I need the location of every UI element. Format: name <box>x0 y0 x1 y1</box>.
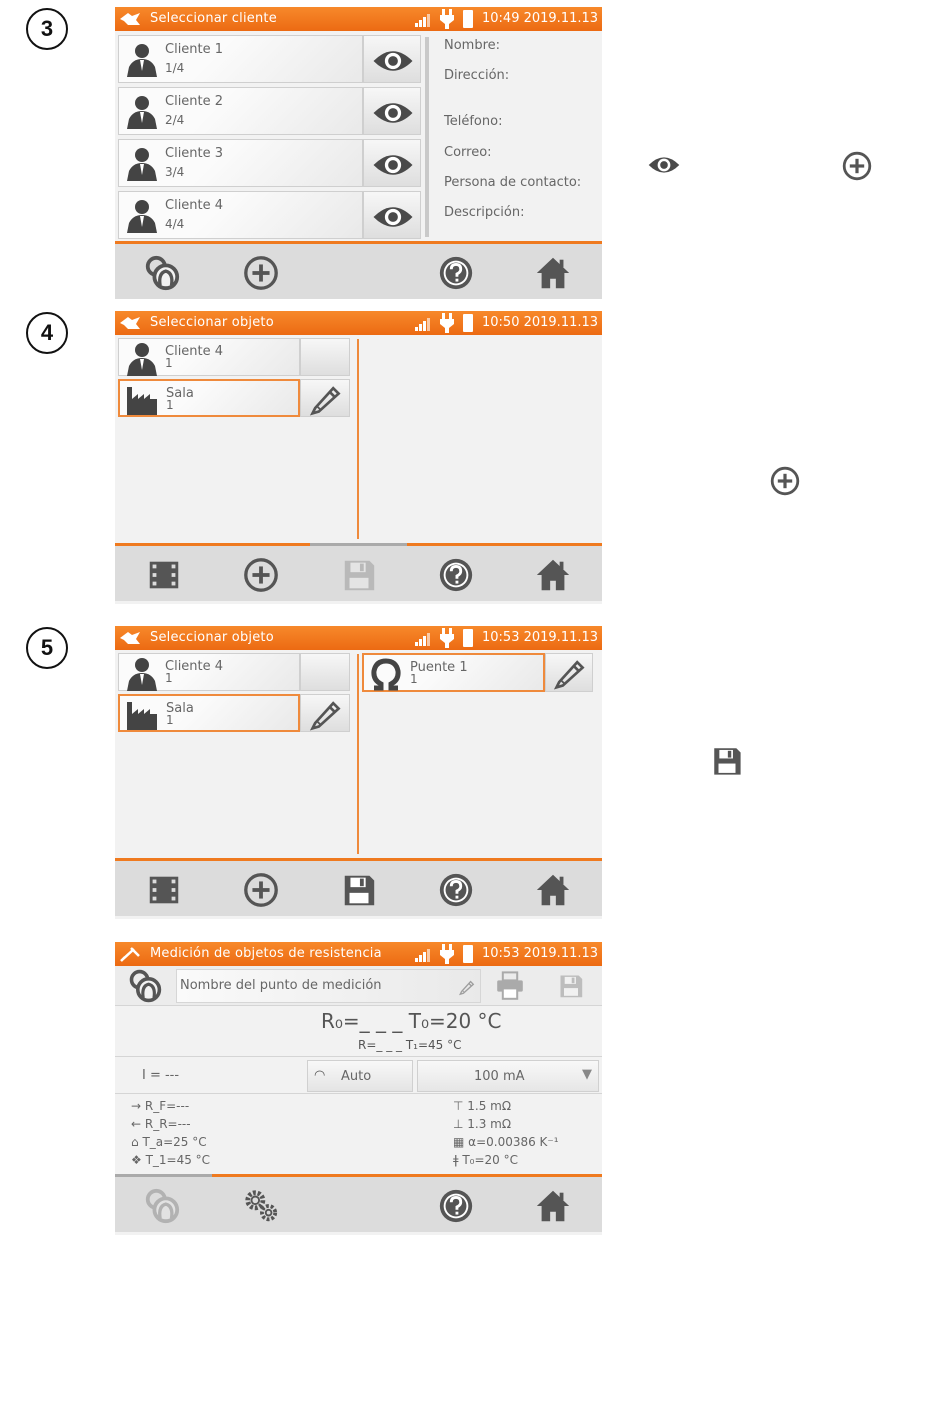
client-card-1[interactable] <box>118 35 363 83</box>
current-row <box>115 1058 602 1094</box>
sub-reading: R=_ _ _ T₁=45 °C <box>358 1038 462 1052</box>
user-icon <box>123 145 159 181</box>
param-ta: ⌂ T_a=25 °C <box>131 1135 207 1149</box>
param-r-upper: ⊤ 1.5 mΩ <box>453 1099 512 1113</box>
user-icon <box>123 655 159 691</box>
client-name: Cliente 4 <box>165 344 224 359</box>
edit-bridge-button[interactable] <box>545 653 593 692</box>
client-index: 4/4 <box>165 217 185 231</box>
client-action-button[interactable] <box>300 338 350 376</box>
signal-icon <box>415 946 433 962</box>
client-name: Cliente 3 <box>165 146 224 161</box>
bottom-toolbar <box>115 543 602 601</box>
brand-logo-icon <box>119 630 141 646</box>
factory-icon <box>124 696 160 732</box>
main-reading: R₀=_ _ _ T₀=20 °C <box>321 1009 502 1033</box>
status-bar <box>115 7 602 31</box>
user-icon <box>123 41 159 77</box>
omega-icon <box>368 656 404 692</box>
edit-room-button[interactable] <box>300 379 350 417</box>
room-name: Sala <box>166 701 194 716</box>
room-node[interactable] <box>118 379 300 417</box>
home-icon[interactable] <box>534 871 572 909</box>
screen-title: Medición de objetos de resistencia <box>150 946 382 961</box>
step-5-badge: 5 <box>26 627 68 669</box>
tree-divider <box>357 654 359 854</box>
client-card-4[interactable] <box>118 191 363 239</box>
user-icon <box>123 93 159 129</box>
active-tab-indicator <box>310 543 407 546</box>
detail-telefono-label: Teléfono: <box>444 114 503 129</box>
step-4-badge: 4 <box>26 312 68 354</box>
range-label: 100 mA <box>474 1069 525 1084</box>
object-list-icon[interactable] <box>145 871 183 909</box>
screen-title: Seleccionar objeto <box>150 630 274 645</box>
bottom-toolbar <box>115 241 602 299</box>
screen-title: Seleccionar cliente <box>150 11 277 26</box>
printer-icon[interactable] <box>493 970 527 1002</box>
home-icon[interactable] <box>534 1187 572 1225</box>
save-icon[interactable] <box>556 972 586 1000</box>
pencil-icon <box>458 978 476 996</box>
help-icon[interactable] <box>437 254 475 292</box>
battery-icon <box>463 10 473 28</box>
factory-icon <box>124 381 160 417</box>
room-index: 1 <box>166 398 174 412</box>
measurement-point-row <box>115 966 602 1006</box>
eye-icon <box>370 48 416 74</box>
status-bar <box>115 942 602 966</box>
client-index: 2/4 <box>165 113 185 127</box>
client-index: 1 <box>165 671 173 685</box>
current-value: I = --- <box>142 1068 180 1083</box>
param-t1: ❖ T_1=45 °C <box>131 1153 211 1167</box>
edit-room-button[interactable] <box>300 694 350 732</box>
detail-direccion-label: Dirección: <box>444 68 510 83</box>
param-rf: → R_F=--- <box>131 1099 190 1113</box>
view-client-2-button[interactable] <box>363 87 421 135</box>
reading-panel <box>115 1007 602 1057</box>
detail-contacto-label: Persona de contacto: <box>444 175 582 190</box>
detail-correo-label: Correo: <box>444 145 492 160</box>
user-icon <box>123 340 159 376</box>
measurement-icon[interactable] <box>127 968 163 1004</box>
bottom-toolbar <box>115 1174 602 1232</box>
help-icon[interactable] <box>437 871 475 909</box>
eye-icon <box>370 100 416 126</box>
param-rr: ← R_R=--- <box>131 1117 191 1131</box>
object-list-icon[interactable] <box>145 556 183 594</box>
signal-icon <box>415 11 433 27</box>
add-client-button[interactable] <box>242 254 280 292</box>
power-plug-icon <box>440 628 454 648</box>
power-plug-icon <box>440 944 454 964</box>
signal-icon <box>415 315 433 331</box>
client-name: Cliente 4 <box>165 198 224 213</box>
parameters-panel <box>115 1095 602 1173</box>
resistance-measurement-screen <box>115 942 602 1235</box>
room-node[interactable] <box>118 694 300 732</box>
detail-nombre-label: Nombre: <box>444 38 501 53</box>
step-3-badge: 3 <box>26 8 68 50</box>
help-icon[interactable] <box>437 1187 475 1225</box>
pencil-icon <box>308 696 344 732</box>
client-card-2[interactable] <box>118 87 363 135</box>
client-action-button[interactable] <box>300 653 350 691</box>
gauge-icon: ◠ <box>314 1068 326 1083</box>
detail-descripcion-label: Descripción: <box>444 205 525 220</box>
bottom-toolbar <box>115 858 602 916</box>
bridge-node[interactable] <box>362 653 545 692</box>
gears-icon[interactable] <box>242 1187 280 1225</box>
user-icon <box>123 197 159 233</box>
save-icon <box>710 744 744 778</box>
probe-icon <box>119 946 141 962</box>
brand-logo-icon <box>119 11 141 27</box>
clock: 10:53 2019.11.13 <box>482 946 599 961</box>
screen-title: Seleccionar objeto <box>150 315 274 330</box>
select-client-screen <box>115 7 602 299</box>
power-plug-icon <box>440 313 454 333</box>
room-index: 1 <box>166 713 174 727</box>
eye-icon <box>370 152 416 178</box>
auto-mode-button[interactable] <box>307 1060 413 1092</box>
scrollbar[interactable] <box>425 37 429 237</box>
save-button[interactable] <box>340 871 378 909</box>
pencil-icon <box>308 381 344 417</box>
status-bar <box>115 626 602 650</box>
client-index: 1 <box>165 356 173 370</box>
measurement-icon[interactable] <box>143 254 181 292</box>
bridge-name: Puente 1 <box>410 660 468 675</box>
clock: 10:49 2019.11.13 <box>482 11 599 26</box>
battery-icon <box>463 314 473 332</box>
battery-icon <box>463 945 473 963</box>
client-name: Cliente 1 <box>165 42 224 57</box>
eye-icon <box>647 154 681 176</box>
help-icon[interactable] <box>437 556 475 594</box>
signal-icon <box>415 630 433 646</box>
eye-icon <box>370 204 416 230</box>
view-client-4-button[interactable] <box>363 191 421 239</box>
client-index: 1/4 <box>165 61 185 75</box>
save-icon[interactable] <box>340 556 378 594</box>
bridge-index: 1 <box>410 672 418 686</box>
measurement-point-name-field[interactable] <box>176 969 481 1003</box>
view-client-1-button[interactable] <box>363 35 421 83</box>
client-name: Cliente 2 <box>165 94 224 109</box>
add-object-button[interactable] <box>242 556 280 594</box>
client-name: Cliente 4 <box>165 659 224 674</box>
client-node[interactable] <box>118 338 300 376</box>
measurement-point-name: Nombre del punto de medición <box>180 978 382 993</box>
client-node[interactable] <box>118 653 300 691</box>
client-card-3[interactable] <box>118 139 363 187</box>
room-name: Sala <box>166 386 194 401</box>
param-alpha: ▦ α=0.00386 K⁻¹ <box>453 1135 559 1149</box>
active-tab-indicator <box>115 1174 212 1177</box>
add-object-button[interactable] <box>242 871 280 909</box>
chevron-down-icon: ▼ <box>582 1067 592 1082</box>
home-icon[interactable] <box>534 254 572 292</box>
tree-divider <box>357 339 359 539</box>
pencil-icon <box>552 655 588 691</box>
view-client-3-button[interactable] <box>363 139 421 187</box>
param-t0: ǂ T₀=20 °C <box>453 1153 518 1167</box>
measurement-icon[interactable] <box>143 1187 181 1225</box>
power-plug-icon <box>440 9 454 29</box>
clock: 10:53 2019.11.13 <box>482 630 599 645</box>
select-object-screen <box>115 311 602 604</box>
mode-label: Auto <box>341 1069 372 1084</box>
param-r-lower: ⊥ 1.3 mΩ <box>453 1117 512 1131</box>
current-range-select[interactable] <box>417 1060 599 1092</box>
select-object-screen-2 <box>115 626 602 919</box>
plus-icon <box>769 465 801 497</box>
battery-icon <box>463 629 473 647</box>
home-icon[interactable] <box>534 556 572 594</box>
client-index: 3/4 <box>165 165 185 179</box>
clock: 10:50 2019.11.13 <box>482 315 599 330</box>
status-bar <box>115 311 602 335</box>
plus-icon <box>841 150 873 182</box>
brand-logo-icon <box>119 315 141 331</box>
